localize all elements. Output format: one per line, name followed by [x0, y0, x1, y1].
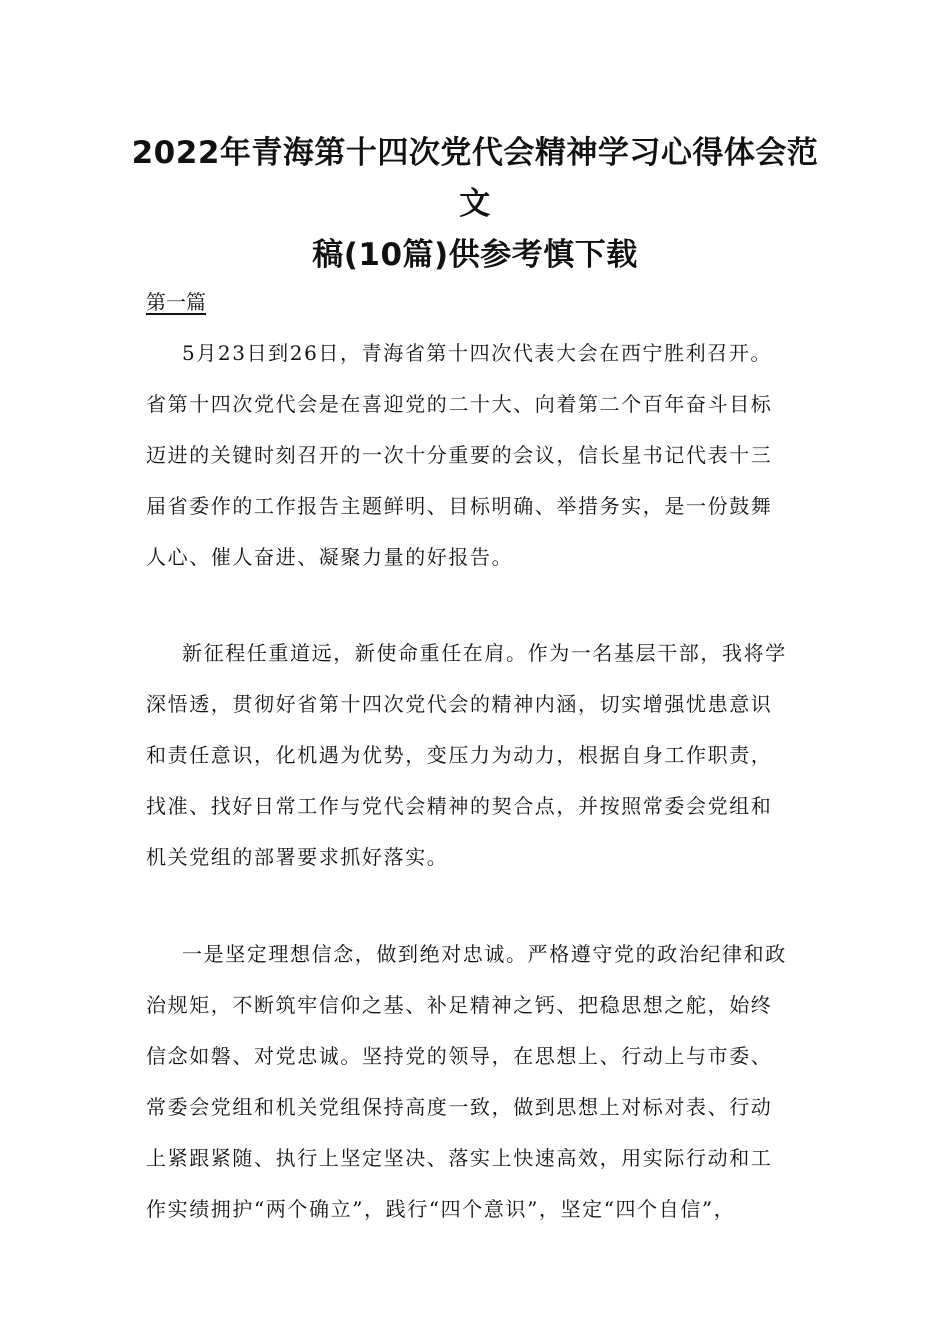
paragraph-line: 机关党组的部署要求抓好落实。: [146, 845, 449, 869]
paragraph-1: [146, 328, 806, 583]
paragraph-line: 找准、找好日常工作与党代会精神的契合点，并按照常委会党组和: [146, 794, 773, 818]
paragraph-line: 新征程任重道远，新使命重任在肩。作为一名基层干部，我将学: [182, 641, 787, 665]
title-line-1: 2022年青海第十四次党代会精神学习心得体会范文: [131, 135, 819, 222]
document-title: [120, 128, 830, 281]
paragraph-line: 和责任意识，化机遇为优势，变压力为动力，根据自身工作职责，: [146, 743, 773, 767]
paragraph-line: 人心、催人奋进、凝聚力量的好报告。: [146, 545, 514, 569]
paragraph-3: [146, 929, 806, 1235]
paragraph-line: 届省委作的工作报告主题鲜明、目标明确、举措务实，是一份鼓舞: [146, 494, 773, 518]
paragraph-line: 常委会党组和机关党组保持高度一致，做到思想上对标对表、行动: [146, 1095, 773, 1119]
paragraph-line: 作实绩拥护“两个确立”，践行“四个意识”，坚定“四个自信”，: [146, 1197, 736, 1221]
paragraph-line: 信念如磐、对党忠诚。坚持党的领导，在思想上、行动上与市委、: [146, 1044, 773, 1068]
paragraph-2: [146, 628, 806, 883]
title-line-2: 稿(10篇)供参考慎下载: [312, 237, 638, 273]
paragraph-line: 5月23日到26日，青海省第十四次代表大会在西宁胜利召开。: [182, 341, 773, 365]
paragraph-line: 迈进的关键时刻召开的一次十分重要的会议，信长星书记代表十三: [146, 443, 773, 467]
paragraph-line: 深悟透，贯彻好省第十四次党代会的精神内涵，切实增强忧患意识: [146, 692, 773, 716]
paragraph-line: 一是坚定理想信念，做到绝对忠诚。严格遵守党的政治纪律和政: [182, 942, 787, 966]
paragraph-line: 省第十四次党代会是在喜迎党的二十大、向着第二个百年奋斗目标: [146, 392, 773, 416]
paragraph-line: 治规矩，不断筑牢信仰之基、补足精神之钙、把稳思想之舵，始终: [146, 993, 773, 1017]
section-heading: 第一篇: [146, 290, 206, 314]
paragraph-line: 上紧跟紧随、执行上坚定坚决、落实上快速高效，用实际行动和工: [146, 1146, 773, 1170]
